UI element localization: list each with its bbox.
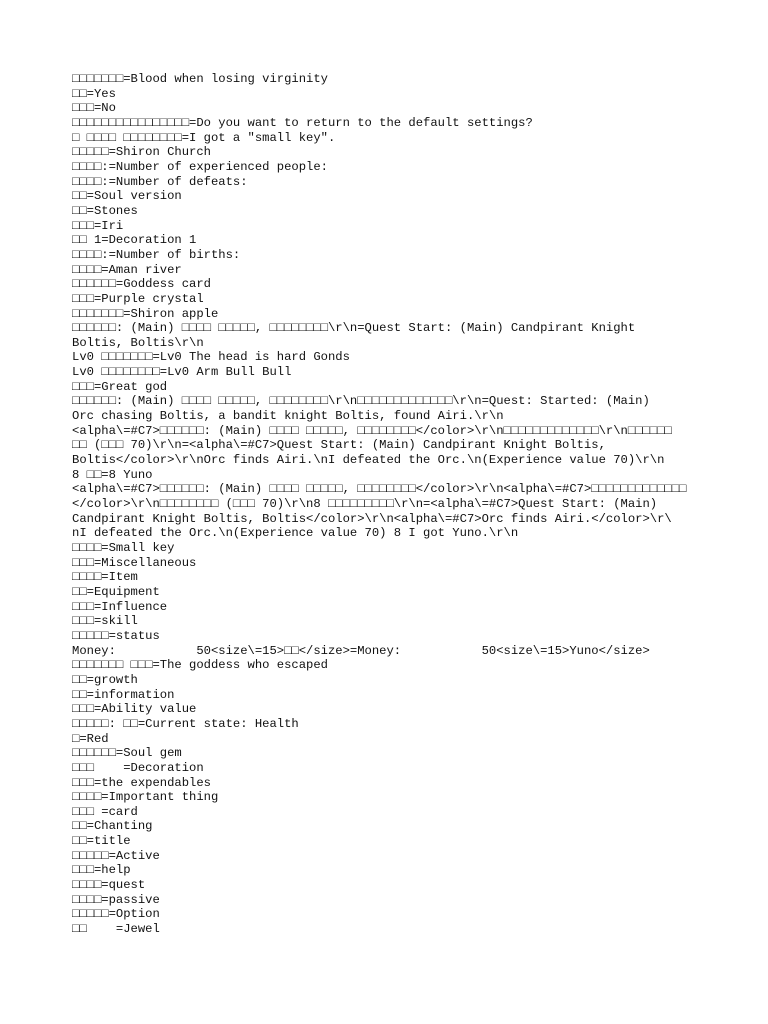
- text-line: □□=title: [72, 834, 131, 849]
- text-line: □□□=No: [72, 101, 116, 116]
- text-line: □□□□=Important thing: [72, 790, 219, 805]
- text-line: □□□=skill: [72, 614, 138, 629]
- text-line: □□□□:=Number of births:: [72, 247, 241, 262]
- text-line: □ □□□□ □□□□□□□□=I got a "small key".: [72, 130, 336, 145]
- text-line: Boltis</color>\r\nOrc finds Airi.\nI defeated the Orc.\n(Experience value 70)\r\n: [72, 453, 665, 468]
- text-line: □□□□:=Number of defeats:: [72, 174, 248, 189]
- text-line: □□=growth: [72, 672, 138, 687]
- text-line: □□□□□=Option: [72, 907, 160, 922]
- text-line: □□□□□: □□=Current state: Health: [72, 716, 299, 731]
- text-line: □□□=Ability value: [72, 702, 197, 717]
- text-line: □□□□=quest: [72, 878, 146, 893]
- text-line: <alpha\=#C7>□□□□□□: (Main) □□□□ □□□□□, □□□□□□□□</color>\r\n<alpha\=#C7>□□□□□□□□□□□□□: [72, 482, 687, 497]
- text-line: □□□=help: [72, 863, 131, 878]
- text-line: <alpha\=#C7>□□□□□□: (Main) □□□□ □□□□□, □□□□□□□□</color>\r\n□□□□□□□□□□□□□\r\n□□□□□□: [72, 423, 672, 438]
- text-line: □□□□□□□□□□□□□□□□=Do you want to return to the default settings?: [72, 115, 533, 130]
- text-line: □□□□□=Shiron Church: [72, 145, 211, 160]
- text-line: □□□□□=status: [72, 628, 160, 643]
- text-line: □□□□□□: (Main) □□□□ □□□□□, □□□□□□□□\r\n=Quest Start: (Main) Candpirant Knight: [72, 321, 636, 336]
- text-line: □□□□□□=Goddess card: [72, 277, 211, 292]
- text-line: □□ (□□□ 70)\r\n=<alpha\=#C7>Quest Start: (Main) Candpirant Knight Boltis,: [72, 438, 606, 453]
- text-line: □□□□=Small key: [72, 541, 175, 555]
- text-line: </color>\r\n□□□□□□□□ (□□□ 70)\r\n8 □□□□□□□□□\r\n=<alpha\=#C7>Quest Start: (Main): [72, 497, 658, 512]
- text-line: □□□ =Decoration: [72, 760, 204, 775]
- text-line: □□□□=passive: [72, 892, 160, 907]
- text-line: □□ =Jewel: [72, 922, 160, 937]
- text-line: □□=Stones: [72, 203, 138, 218]
- text-line: □□□=Miscellaneous: [72, 555, 197, 570]
- text-line: □□=Soul version: [72, 189, 182, 204]
- text-line: Orc chasing Boltis, a bandit knight Boltis, found Airi.\r\n: [72, 409, 504, 424]
- text-line: □□□□□□: (Main) □□□□ □□□□□, □□□□□□□□\r\n□□□□□□□□□□□□□\r\n=Quest: Started: (Main): [72, 394, 650, 409]
- document-page: [72, 72, 712, 937]
- text-line: Boltis, Boltis\r\n: [72, 335, 204, 350]
- text-line: □□=Yes: [72, 86, 116, 101]
- text-line: Lv0 □□□□□□□□=Lv0 Arm Bull Bull: [72, 365, 292, 380]
- text-line: □□□□□□=Soul gem: [72, 746, 182, 761]
- text-line: □□□=Great god: [72, 379, 168, 394]
- text-line: □□=information: [72, 687, 175, 702]
- text-line: □□□=the expendables: [72, 775, 211, 790]
- text-line: nI defeated the Orc.\n(Experience value 70) 8 I got Yuno.\r\n: [72, 526, 519, 541]
- text-line: Money: 50<size\=15>□□</size>=Money: 50<size\=15>Yuno</size>: [72, 643, 650, 658]
- text-line: Candpirant Knight Boltis, Boltis</color>\r\n<alpha\=#C7>Orc finds Airi.</color>\r\: [72, 511, 672, 526]
- text-line: □□□=Purple crystal: [72, 291, 204, 306]
- text-line: □□□=Influence: [72, 599, 168, 614]
- text-line: □□ 1=Decoration 1: [72, 233, 197, 248]
- text-line: □□□□□□□ □□□=The goddess who escaped: [72, 658, 328, 673]
- text-line: □□=Chanting: [72, 819, 153, 834]
- text-line: □□=Equipment: [72, 584, 160, 599]
- text-line: □□□□□□□=Blood when losing virginity: [72, 72, 328, 86]
- text-line: □□□□□=Active: [72, 848, 160, 863]
- text-line: □□□□=Aman river: [72, 262, 182, 277]
- text-line: 8 □□=8 Yuno: [72, 467, 153, 482]
- text-line: □=Red: [72, 731, 109, 746]
- text-line: □□□ =card: [72, 804, 138, 819]
- text-line: □□□=Iri: [72, 218, 124, 233]
- text-line: □□□□=Item: [72, 570, 138, 585]
- text-line: □□□□□□□=Shiron apple: [72, 306, 219, 321]
- text-line: □□□□:=Number of experienced people:: [72, 159, 328, 174]
- text-line: Lv0 □□□□□□□=Lv0 The head is hard Gonds: [72, 350, 350, 365]
